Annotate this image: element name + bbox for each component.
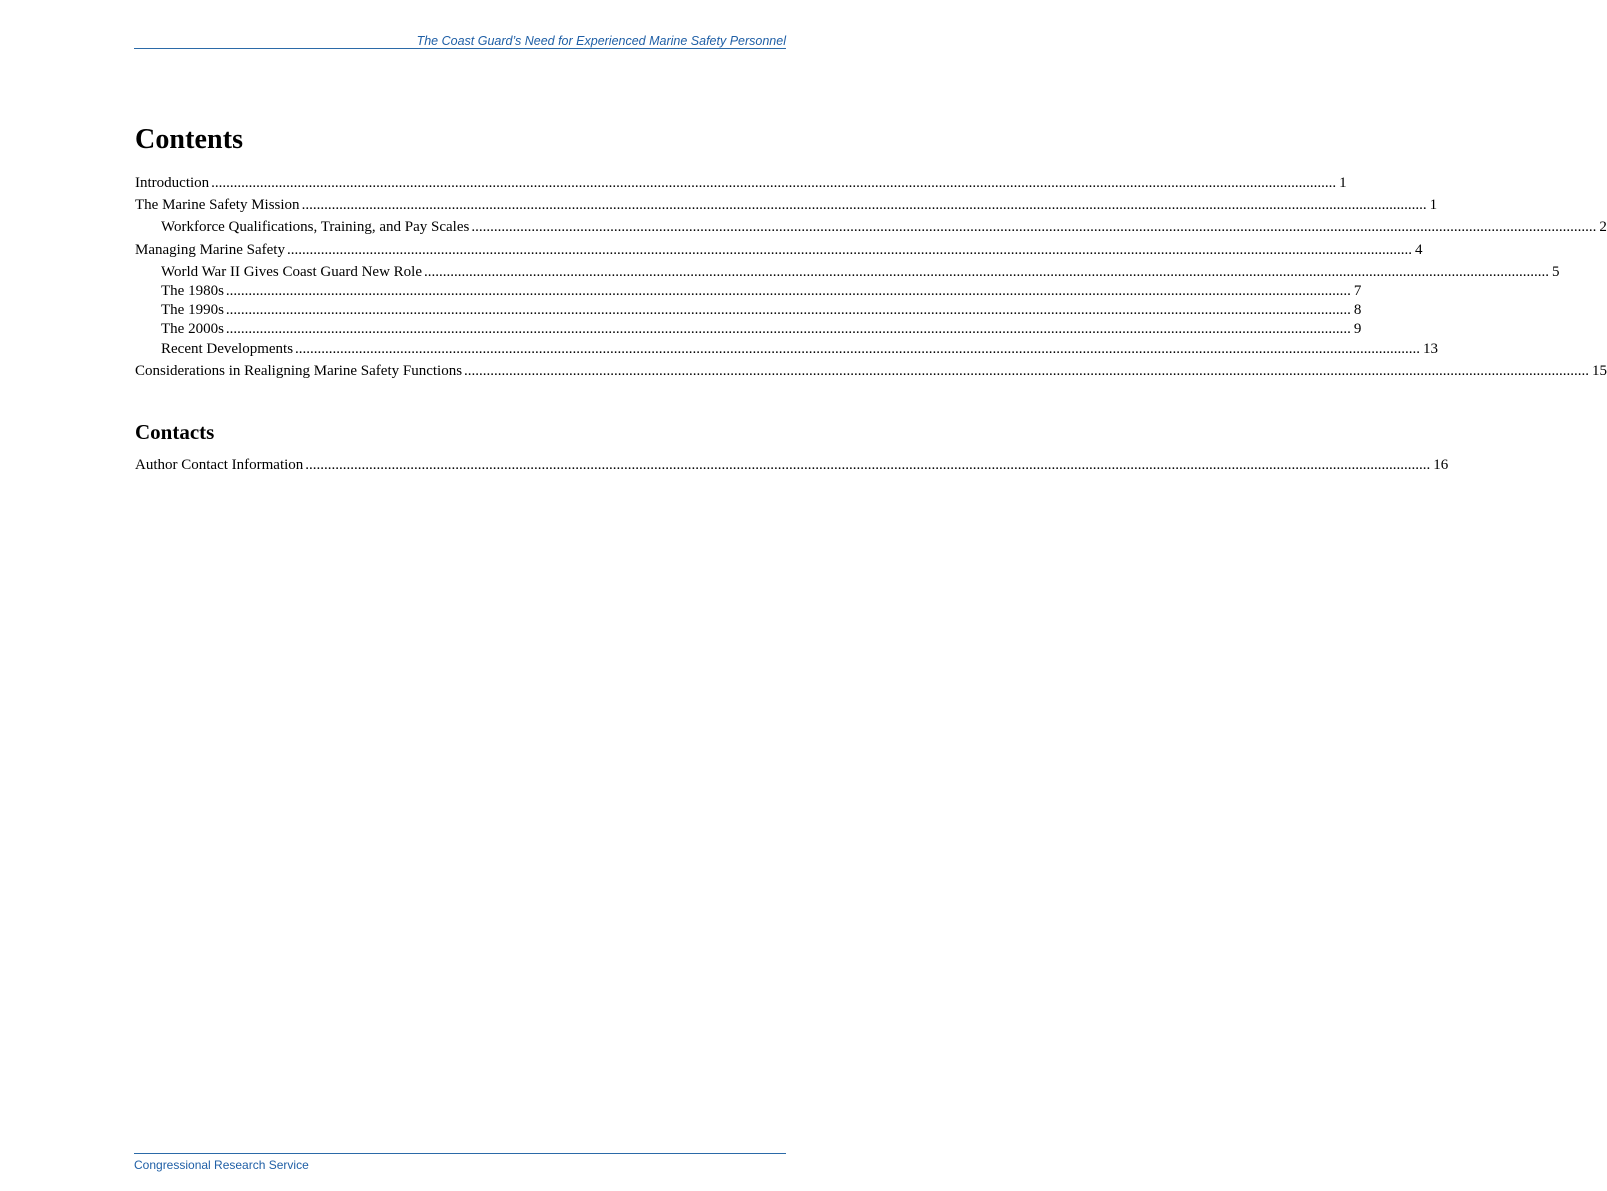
dot-leader: ............................................................................................................................................................................................................................................................................................................ [286, 242, 1412, 258]
dot-leader: ............................................................................................................................................................................................................................................................................................................ [301, 197, 1427, 213]
running-header-title: The Coast Guard’s Need for Experienced Marine Safety Personnel [416, 34, 786, 48]
toc-entry-page: 2 [1599, 219, 1607, 235]
toc-entry-marine-safety-mission[interactable] [135, 195, 1438, 215]
footer-organization: Congressional Research Service [134, 1158, 309, 1172]
dot-leader: ............................................................................................................................................................................................................................................................................................................ [464, 363, 1590, 379]
toc-entry-label: Workforce Qualifications, Training, and Pay Scales [161, 219, 470, 235]
toc-entry-page: 5 [1552, 264, 1560, 280]
dot-leader: ............................................................................................................................................................................................................................................................................................................ [305, 457, 1431, 473]
dot-leader: ............................................................................................................................................................................................................................................................................................................ [225, 283, 1351, 299]
toc-entry-page: 1 [1339, 175, 1347, 191]
toc-entry-page: 1 [1429, 197, 1438, 213]
running-header [134, 33, 786, 49]
dot-leader: ............................................................................................................................................................................................................................................................................................................ [424, 264, 1549, 280]
page-footer [134, 1153, 786, 1174]
toc-entry-managing-marine-safety[interactable] [135, 240, 1423, 260]
toc-entry-page: 13 [1423, 341, 1439, 357]
contents-heading: Contents [135, 124, 244, 155]
toc-entry-1990s[interactable] [161, 300, 1362, 320]
toc-entry-label: Introduction [135, 175, 210, 191]
toc-entry-recent-developments[interactable] [161, 339, 1439, 359]
toc-entry-page: 15 [1592, 363, 1607, 379]
dot-leader: ............................................................................................................................................................................................................................................................................................................ [211, 175, 1337, 191]
toc-entry-author-contact[interactable] [135, 455, 1449, 475]
toc-entry-label: The 2000s [161, 321, 224, 337]
toc-entry-label: The 1980s [161, 283, 224, 299]
toc-entry-label: The 1990s [161, 302, 224, 318]
dot-leader: ............................................................................................................................................................................................................................................................................................................ [295, 341, 1421, 357]
toc-entry-page: 8 [1353, 302, 1362, 318]
dot-leader: ............................................................................................................................................................................................................................................................................................................ [225, 302, 1351, 318]
toc-entry-page: 9 [1353, 321, 1362, 337]
toc-entry-label: Author Contact Information [135, 457, 304, 473]
toc-entry-2000s[interactable] [161, 319, 1362, 339]
toc-entry-label: Managing Marine Safety [135, 242, 285, 258]
toc-entry-introduction[interactable] [135, 173, 1347, 193]
toc-entry-label: Considerations in Realigning Marine Safety Functions [135, 363, 463, 379]
toc-entry-world-war-ii[interactable] [161, 262, 1560, 282]
toc-entry-label: Recent Developments [161, 341, 294, 357]
contacts-heading: Contacts [135, 420, 215, 444]
toc-entry-considerations[interactable] [135, 361, 1607, 381]
toc-entry-1980s[interactable] [161, 281, 1362, 301]
toc-entry-page: 4 [1414, 242, 1423, 258]
dot-leader: ............................................................................................................................................................................................................................................................................................................ [225, 321, 1351, 337]
toc-entry-page: 7 [1353, 283, 1362, 299]
toc-entry-page: 16 [1433, 457, 1449, 473]
dot-leader: ............................................................................................................................................................................................................................................................................................................ [471, 219, 1597, 235]
toc-entry-workforce-qualifications[interactable] [161, 217, 1607, 237]
toc-entry-label: World War II Gives Coast Guard New Role [161, 264, 422, 280]
toc-entry-label: The Marine Safety Mission [135, 197, 300, 213]
